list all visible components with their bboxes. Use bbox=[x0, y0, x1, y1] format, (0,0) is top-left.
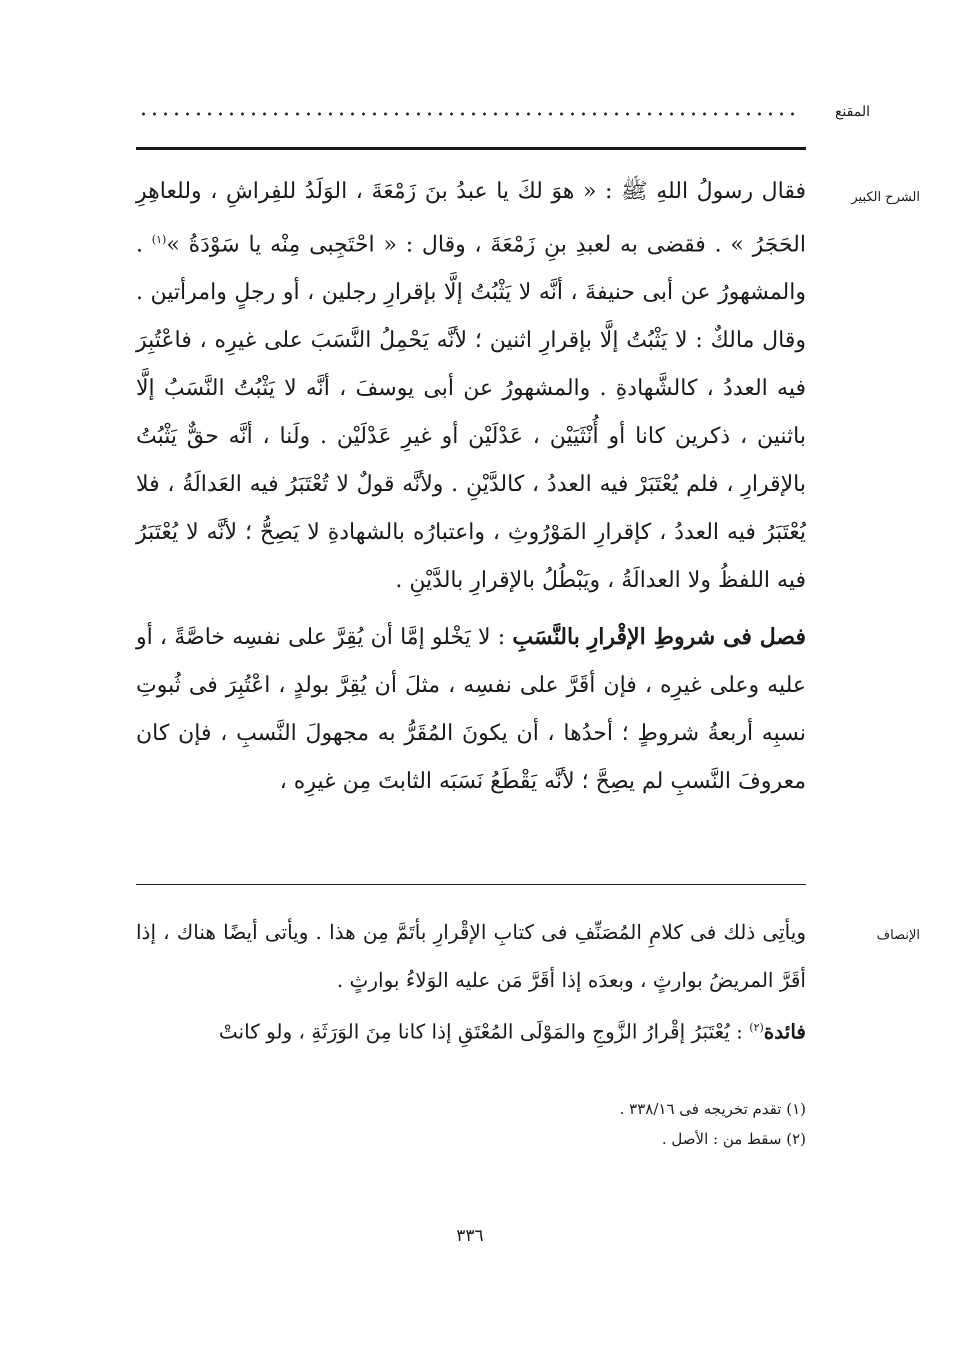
sharh-paragraph-continued: . والمشهورُ عن أبى حنيفةَ ، أنَّه لا يَثْبُتُ إلَّا بإقرارِ رجلين ، أو رجلٍ وامرأتين . وقال مالكٌ : لا يَثْبُتُ إلَّا بإقرارِ اثنين ؛ لأنَّه يَحْمِلُ النَّسَبَ على غيرِه ، فاعْتُبِرَ فيه العددُ ، كالشَّهادةِ . والمشهورُ عن أبى يوسفَ ، أنَّه لا يَثْبُتُ النَّسَبُ إلَّا باثنين ، ذكرين كانا أو أُنْثَيَيْن ، عَدْلَيْن أو غيرِ عَدْلَيْن . ولَنا ، أنَّه حقٌّ يَثْبُتُ بالإقرارِ ، فلم يُعْتَبَرْ فيه العددُ ، كالدَّيْنِ . ولأنَّه قولٌ لا تُعْتَبَرُ فيه العَدالَةُ ، فلا يُعْتَبَرُ فيه العددُ ، كإقرارِ المَوْرُوثِ ، واعتبارُه بالشهادةِ لا يَصِحُّ ؛ لأنَّه لا يُعْتَبَرُ فيه اللفظُ ولا العدالَةُ ، ويَبْطُلُ بالإقرارِ بالدَّيْنِ . bbox=[136, 232, 806, 594]
footnote-marker-2: (٢) bbox=[749, 1021, 764, 1034]
running-header-title: المقنع bbox=[834, 104, 870, 120]
fasl-text: : لا يَخْلو إمَّا أن يُقِرَّ على نفسِه خاصَّةً ، أو عليه وعلى غيرِه ، فإن أقَرَّ على نفسِه ، مثلَ أن يُقِرَّ بولدٍ ، اعْتُبِرَ فى ثُبوتِ نسبِه أربعةُ شروطٍ ؛ أحدُها ، أن يكونَ المُقَرُّ به مجهولَ النَّسبِ ، فإن كان معروفَ النَّسبِ لم يصِحَّ ؛ لأنَّه يَقْطَعُ نَسَبَه الثابتَ مِن غيرِه ، bbox=[136, 625, 806, 795]
fasl-paragraph bbox=[136, 613, 806, 806]
footnote-1: (١) تقدم تخريجه فى ٣٣٨/١٦ . bbox=[619, 1100, 806, 1118]
faida-label: فائدة bbox=[763, 1019, 806, 1044]
insaf-paragraph: ويأتِى ذلك فى كلامِ المُصَنِّفِ فى كتابِ الإقْرارِ بأتَمَّ مِن هذا . ويأتى أيضًا هناك ، إذا أقَرَّ المريضُ بوارثٍ ، وبعدَه إذا أقَرَّ مَن عليه الوَلاءُ بوارثٍ . bbox=[136, 920, 806, 992]
header-dotted-leader bbox=[138, 106, 798, 122]
sharh-paragraph bbox=[136, 168, 806, 605]
page-number: ٣٣٦ bbox=[456, 1226, 484, 1246]
insaf-text-block bbox=[136, 908, 806, 1056]
faida-text: : يُعْتَبَرُ إقْرارُ الزَّوجِ والمَوْلَى المُعْتَقِ إذا كانا مِنَ الوَرَثَةِ ، ولو كانتْ bbox=[218, 1019, 750, 1044]
footnote-marker-1: (١) bbox=[151, 233, 167, 246]
section-divider bbox=[136, 884, 806, 885]
sharh-text-block bbox=[136, 168, 806, 806]
footnote-2: (٢) سقط من : الأصل . bbox=[661, 1130, 806, 1148]
side-label-sharh: الشرح الكبير bbox=[851, 190, 920, 205]
side-label-insaf: الإنصاف bbox=[876, 928, 920, 943]
fasl-heading: فصل فى شروطِ الإقْرارِ بالنَّسَبِ bbox=[512, 624, 806, 651]
sharh-paragraph-text: فقال رسولُ اللهِ ﷺ : « هوَ لكَ يا عبدُ بنَ زَمْعَةَ ، الوَلَدُ للفِراشِ ، وللعاهِرِ الحَجَرُ » . فقضى به لعبدِ بنِ زَمْعَةَ ، وقال : « احْتَجِبى مِنْه يا سَوْدَةُ » bbox=[136, 179, 806, 258]
header-rule bbox=[136, 147, 806, 150]
footnotes bbox=[306, 1094, 806, 1154]
faida-paragraph bbox=[136, 1004, 806, 1056]
